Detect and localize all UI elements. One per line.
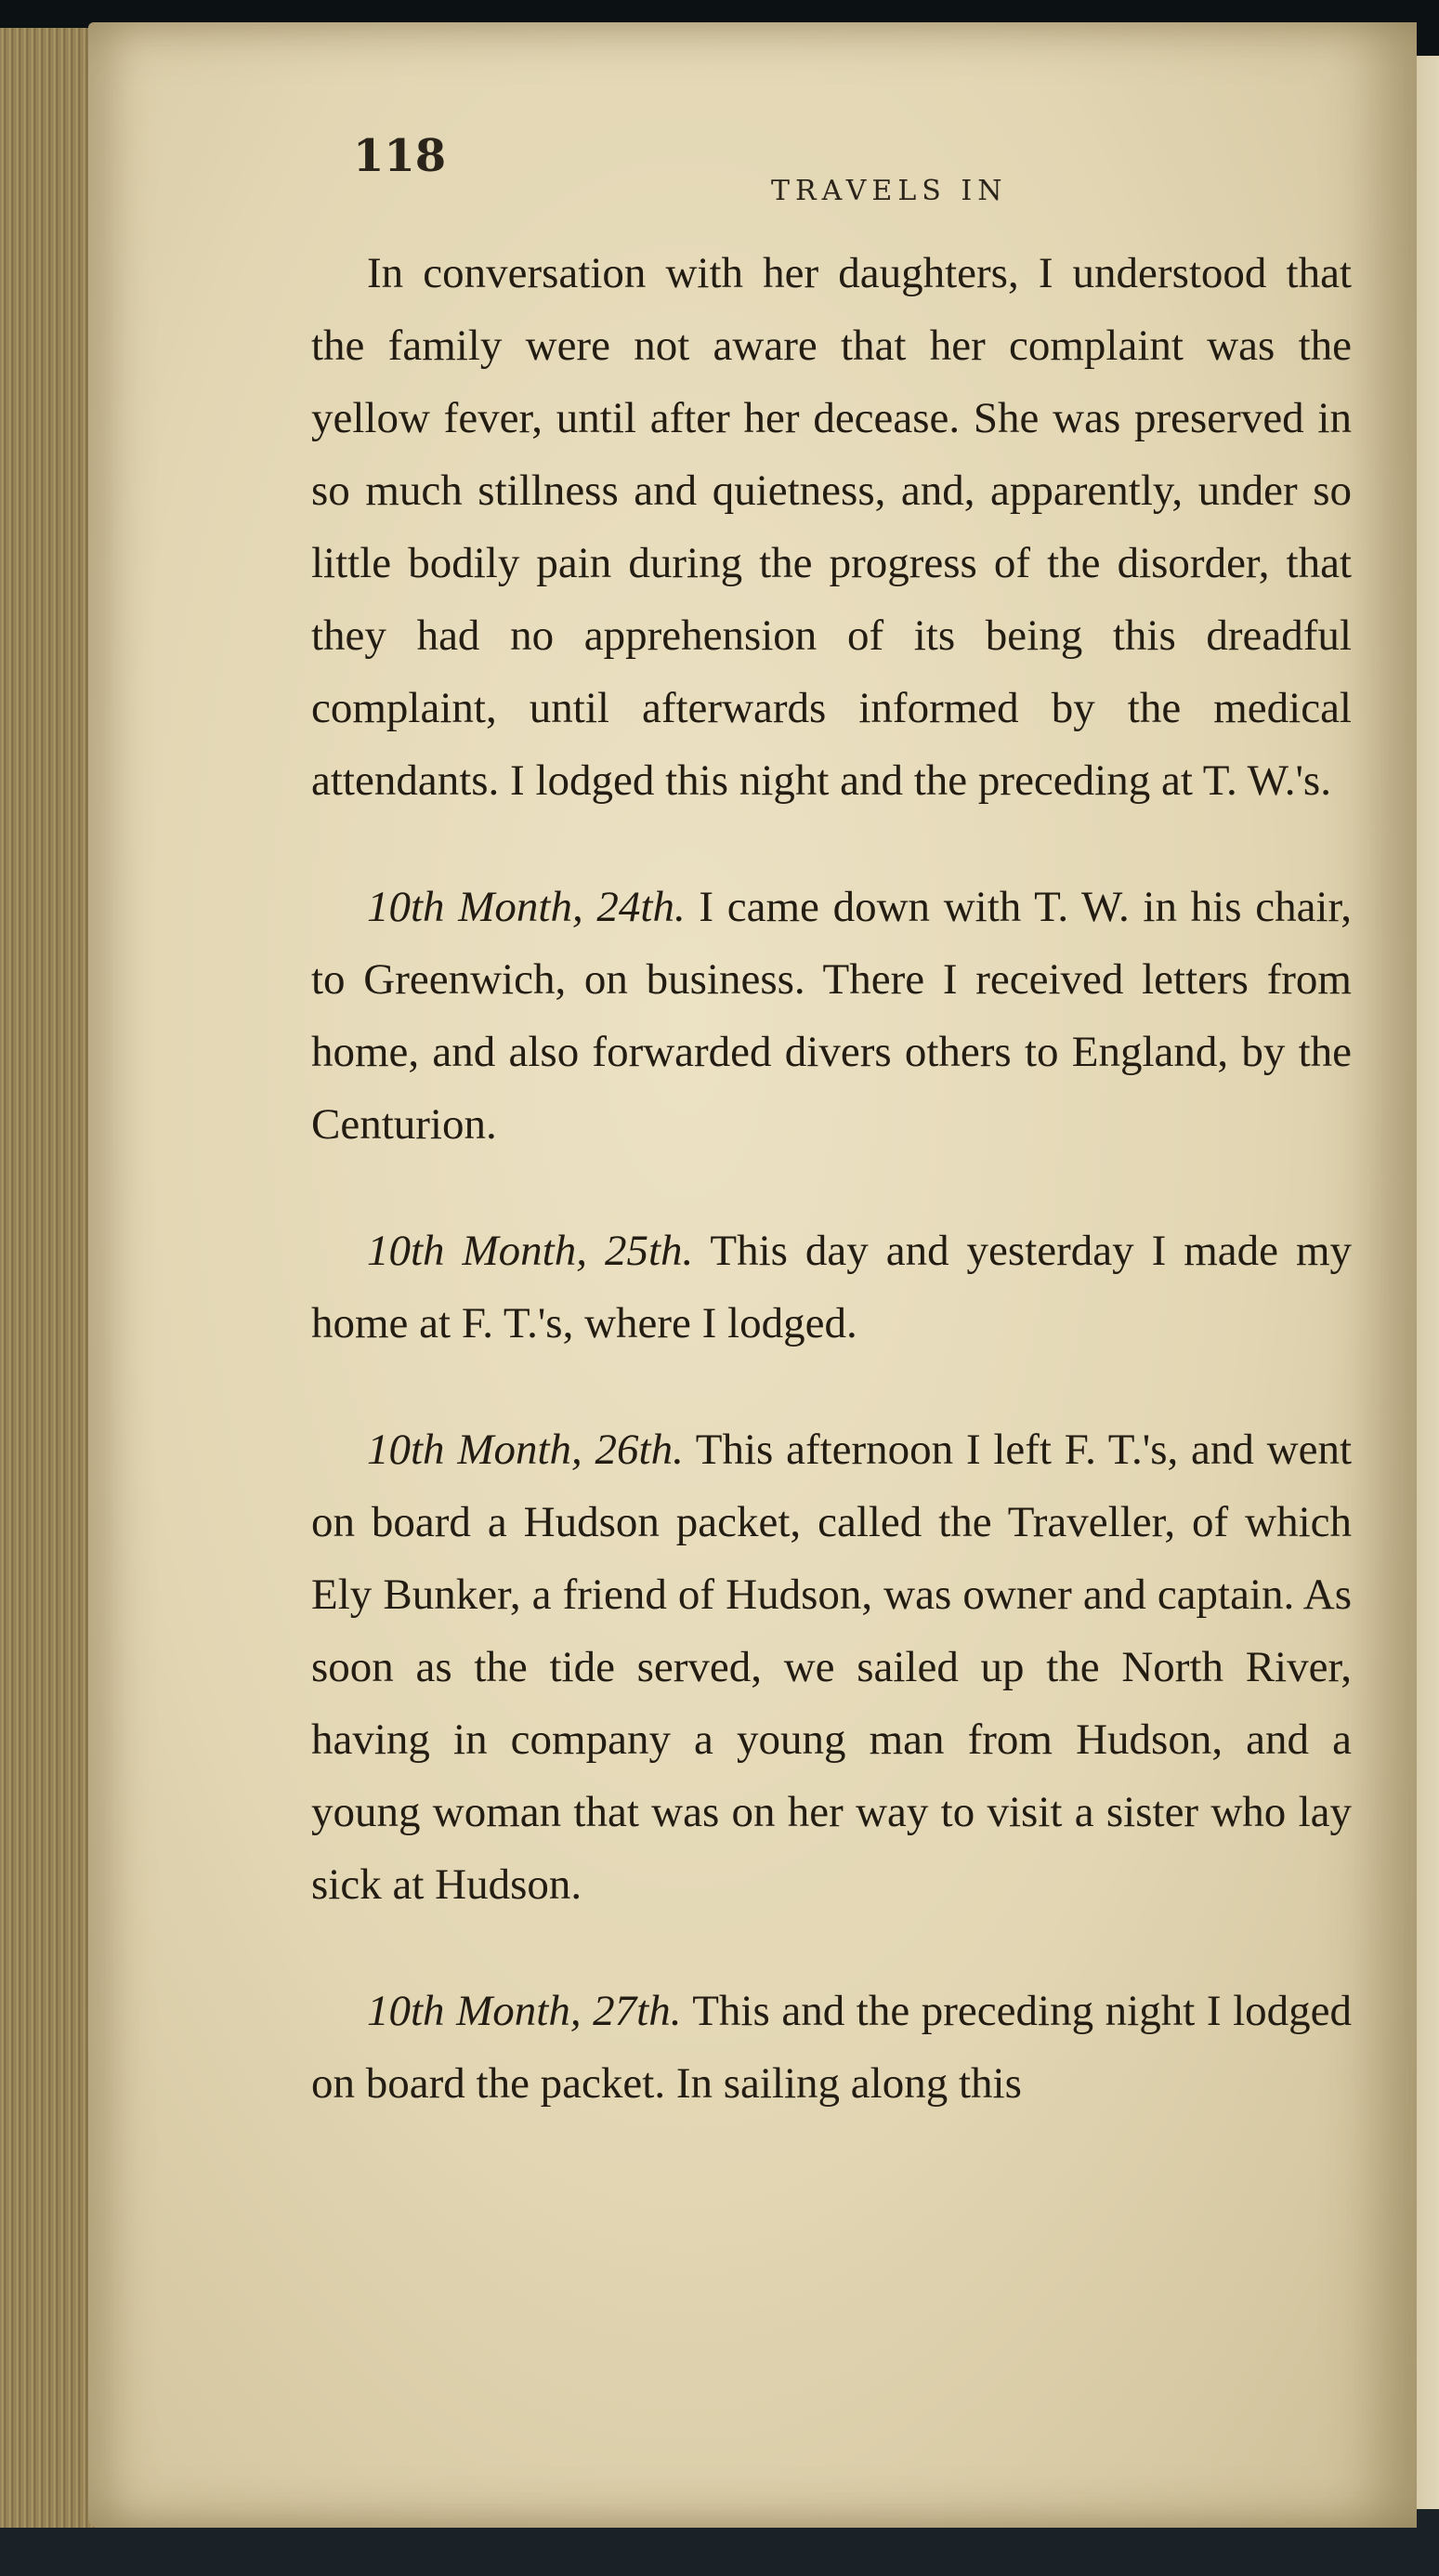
paragraph [311,1215,1352,1360]
entry-date: 10th Month, 27th. [367,1987,682,2035]
body-text [311,237,1352,2174]
paragraph [311,1975,1352,2120]
entry-date: 10th Month, 25th. [367,1227,694,1275]
page-number: 118 [353,130,447,182]
paragraph [311,1413,1352,1921]
paragraph-text: This afternoon I left F. T.'s, and went on board a Hudson packet, called the Traveller, of which Ely Bunker, a friend of Hudson, was owner and captain. As soon as the tide served, we sailed up the North River, having in company a young man from Hudson, and a young woman that was on her way to visit a sister who lay sick at Hudson. [311,1426,1353,1909]
paragraph [311,871,1352,1161]
paragraph-text: This day and yesterday I made my home at F. T.'s, where I lodged. [311,1227,1352,1347]
entry-date: 10th Month, 24th. [367,883,686,931]
page-block-edge [0,28,102,2528]
paragraph-text: In conversation with her daughters, I understood that the family were not aware that her complaint was the yellow fever, until after her decease. She was preserved in so much stillness and quietness, and, apparently, under so little bodily pain during the progress of the disorder, that they had no apprehension of its being this dreadful complaint, until afterwards informed by the medical attendants. I lodged this night and the preceding at T. W.'s. [311,249,1352,805]
paragraph-text: This and the preceding night I lodged on board the packet. In sailing along this [311,1987,1352,2108]
paragraph-text: I came down with T. W. in his chair, to Greenwich, on business. There I received letters from home, and also forwarded divers others to England, by the Centurion. [311,883,1353,1149]
entry-date: 10th Month, 26th. [367,1426,684,1474]
running-head: TRAVELS IN [771,175,1008,207]
paragraph [311,237,1352,817]
